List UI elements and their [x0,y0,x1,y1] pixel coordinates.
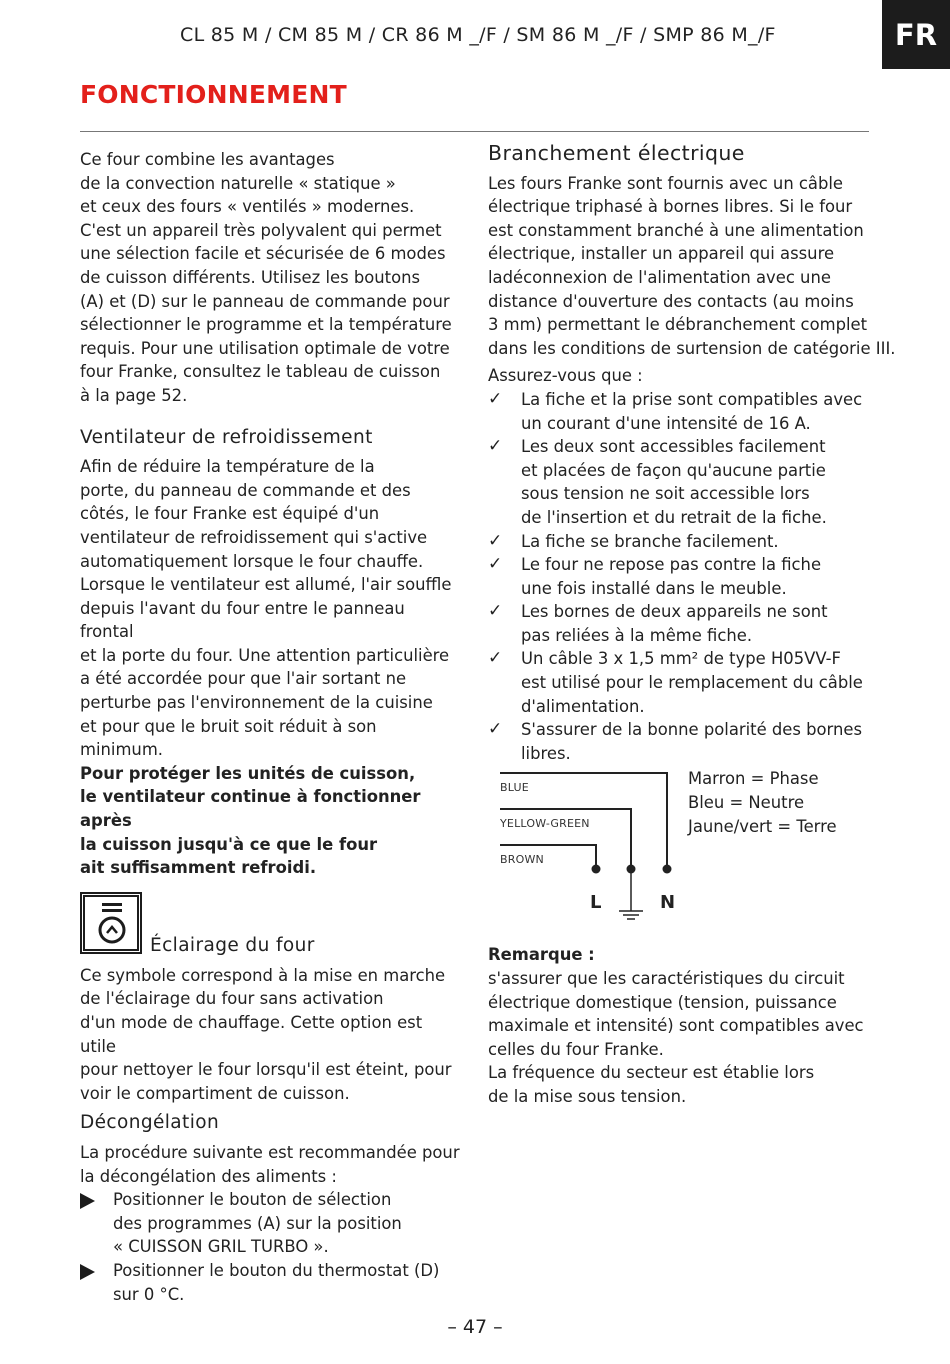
intro-paragraph [80,148,460,408]
list-item [488,718,878,765]
text-line: perturbe pas l'environnement de la cuisine [80,693,433,713]
text-line: libres. [521,743,571,763]
text-line: voir le compartiment de cuisson. [80,1083,350,1103]
text-line: d'un mode de chauffage. Cette option est utile [80,1013,423,1056]
bold-line: ait suffisamment refroidi. [80,858,317,878]
text-line: Le four ne repose pas contre la fiche [521,555,822,575]
text-line: ventilateur de refroidissement qui s'active [80,527,428,547]
page-title: FONCTIONNEMENT [80,80,347,109]
electrical-heading: Branchement électrique [488,141,745,165]
text-line: sélectionner le programme et la température [80,315,452,335]
terminal-n: N [660,892,676,914]
text-line: Ce symbole correspond à la mise en marche [80,965,446,985]
text-line: La fréquence du secteur est établie lors [488,1063,815,1083]
legend-line: Marron = Phase [688,769,819,789]
wire-label-brown: BROWN [500,853,544,867]
list-item [488,388,878,435]
text-line: La procédure suivante est recommandée pour [80,1142,460,1162]
title-divider [80,131,869,132]
list-item [80,1259,460,1306]
fan-paragraph [80,455,460,880]
text-line: sous tension ne soit accessible lors [521,484,810,504]
wire-color-legend [688,767,837,838]
bold-line: la cuisson jusqu'à ce que le four [80,834,378,854]
text-line: de l'éclairage du four sans activation [80,989,384,1009]
check-icon: ✓ [488,719,503,740]
text-line: requis. Pour une utilisation optimale de votre [80,338,450,358]
text-line: distance d'ouverture des contacts (au moins [488,291,854,311]
text-line: et ceux des fours « ventilés » modernes. [80,197,415,217]
light-heading-row [80,892,460,957]
left-column [80,148,460,1306]
remark-heading: Remarque : [488,945,595,965]
light-paragraph [80,964,460,1106]
text-line: des programmes (A) sur la position [113,1213,402,1233]
defrost-heading: Décongélation [80,1112,220,1134]
assure-intro: Assurez-vous que : [488,366,643,386]
text-line: Positionner le bouton du thermostat (D) [113,1260,440,1280]
text-line: Les fours Franke sont fournis avec un câble [488,173,844,193]
text-line: pour nettoyer le four lorsqu'il est éteint, pour [80,1060,452,1080]
header-model-list: CL 85 M / CM 85 M / CR 86 M _/F / SM 86 M _/F / SMP 86 M_/F [180,24,776,46]
text-line: une fois installé dans le meuble. [521,578,787,598]
text-line: de cuisson différents. Utilisez les boutons [80,267,421,287]
text-line: Un câble 3 x 1,5 mm² de type H05VV-F [521,649,841,669]
text-line: est constamment branché à une alimentation [488,220,864,240]
bold-line: le ventilateur continue à fonctionner après [80,787,421,831]
check-icon: ✓ [488,554,503,575]
text-line: sur 0 °C. [113,1284,185,1304]
text-line: Positionner le bouton de sélection [113,1190,392,1210]
text-line: un courant d'une intensité de 16 A. [521,413,811,433]
right-column [488,141,896,1109]
text-line: une sélection facile et sécurisée de 6 modes [80,244,446,264]
check-icon: ✓ [488,436,503,457]
check-icon: ✓ [488,388,503,409]
text-line: dans les conditions de surtension de catégorie III. [488,338,896,358]
text-line: et placées de façon qu'aucune partie [521,460,826,480]
list-item [488,647,878,718]
text-line: La fiche et la prise sont compatibles avec [521,389,863,409]
text-line: de la convection naturelle « statique » [80,173,396,193]
electrical-paragraph [488,172,896,361]
text-line: automatiquement lorsque le four chauffe. [80,551,424,571]
spacer [80,408,460,426]
language-badge: FR [882,0,950,69]
ground-icon [619,873,643,919]
oven-lamp-icon [80,892,142,954]
fan-heading: Ventilateur de refroidissement [80,426,373,448]
list-item [488,553,878,600]
text-line: Ce four combine les avantages [80,150,335,169]
check-list [488,388,878,766]
legend-line: Bleu = Neutre [688,793,805,813]
defrost-paragraph [80,1141,460,1188]
text-line: « CUISSON GRIL TURBO ». [113,1237,329,1257]
check-icon: ✓ [488,648,503,669]
text-line: à la page 52. [80,385,188,405]
text-line: porte, du panneau de commande et des [80,480,411,500]
wiring-diagram [488,767,878,937]
wire-label-yellow-green: YELLOW-GREEN [500,817,590,831]
play-arrow-icon [80,1192,95,1216]
text-line: de l'insertion et du retrait de la fiche. [521,507,827,527]
text-line: 3 mm) permettant le débranchement complet [488,315,868,335]
text-line: s'assurer que les caractéristiques du circuit [488,969,845,989]
text-line: et pour que le bruit soit réduit à son minimum. [80,716,377,760]
list-item [488,530,878,554]
text-line: La fiche se branche facilement. [521,531,779,551]
text-line: Lorsque le ventilateur est allumé, l'air souffle [80,575,452,595]
check-icon: ✓ [488,601,503,622]
text-line: Afin de réduire la température de la [80,457,375,477]
text-line: Les bornes de deux appareils ne sont [521,602,828,622]
page-number: – 47 – [447,1316,503,1338]
check-icon: ✓ [488,530,503,551]
text-line: la décongélation des aliments : [80,1166,337,1186]
text-line: électrique, installer un appareil qui assure [488,244,835,264]
list-item [488,435,878,529]
text-line: S'assurer de la bonne polarité des bornes [521,720,863,740]
text-line: ladéconnexion de l'alimentation avec une [488,267,831,287]
legend-line: Jaune/vert = Terre [688,816,837,836]
text-line: électrique triphasé à bornes libres. Si le four [488,197,853,217]
text-line: (A) et (D) sur le panneau de commande pour [80,291,450,311]
text-line: maximale et intensité) sont compatibles avec [488,1016,864,1036]
text-line: celles du four Franke. [488,1039,664,1059]
text-line: a été accordée pour que l'air sortant ne [80,669,407,689]
play-arrow-icon [80,1263,95,1287]
text-line: pas reliées à la même fiche. [521,625,753,645]
wire-label-blue: BLUE [500,781,529,795]
text-line: Les deux sont accessibles facilement [521,437,826,457]
text-line: et la porte du four. Une attention particulière [80,645,450,665]
defrost-steps [80,1188,460,1306]
light-heading: Éclairage du four [150,935,315,957]
text-line: côtés, le four Franke est équipé d'un [80,504,380,524]
text-line: d'alimentation. [521,696,645,716]
bold-line: Pour protéger les unités de cuisson, [80,763,416,783]
terminal-l: L [590,892,602,914]
text-line: est utilisé pour le remplacement du câble [521,673,863,693]
remark-paragraph [488,967,878,1109]
text-line: C'est un appareil très polyvalent qui permet [80,220,442,240]
text-line: four Franke, consultez le tableau de cuisson [80,362,441,382]
text-line: électrique domestique (tension, puissance [488,992,837,1012]
text-line: de la mise sous tension. [488,1087,687,1106]
list-item [488,600,878,647]
text-line: depuis l'avant du four entre le panneau frontal [80,598,405,642]
list-item [80,1188,460,1259]
